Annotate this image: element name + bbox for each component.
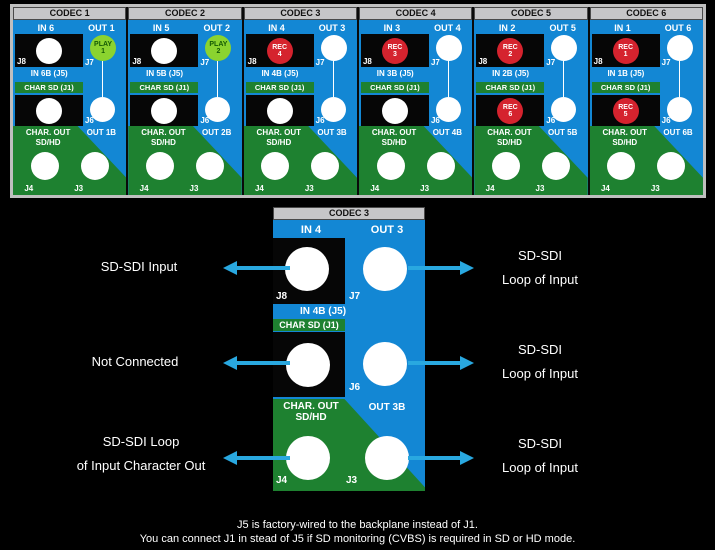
j6-label: J6 bbox=[661, 116, 671, 125]
rec-text: REC bbox=[618, 103, 634, 111]
char-out-section bbox=[244, 126, 357, 195]
j6-label: J6 bbox=[546, 116, 556, 125]
rec-number: 4 bbox=[277, 50, 282, 58]
play-indicator bbox=[205, 35, 231, 61]
j7-label: J7 bbox=[84, 58, 94, 67]
codec-6-body bbox=[590, 20, 703, 195]
jack-circle-j8 bbox=[151, 38, 177, 64]
j8-label: J8 bbox=[17, 57, 26, 66]
detail-body bbox=[273, 220, 425, 491]
char-sd-jack-block bbox=[361, 95, 429, 126]
out-b-label: OUT 3B bbox=[317, 128, 347, 137]
j7-label: J7 bbox=[200, 58, 210, 67]
char-out-line1: CHAR. OUT bbox=[487, 128, 532, 137]
detail-char-out-line1: CHAR. OUT bbox=[283, 401, 339, 412]
j7-label: J7 bbox=[661, 58, 671, 67]
codec-patch-panel bbox=[10, 4, 706, 198]
codec-2-column bbox=[128, 7, 241, 195]
j8-label: J8 bbox=[593, 57, 603, 66]
char-out-line1: CHAR. OUT bbox=[371, 128, 417, 137]
char-sd-label: CHAR SD (J1) bbox=[15, 82, 83, 93]
connector-line bbox=[563, 61, 564, 97]
j7-label: J7 bbox=[546, 58, 556, 67]
detail-out-label: OUT 3 bbox=[370, 224, 404, 236]
in-label: IN 3 bbox=[383, 23, 401, 33]
codec-4-column bbox=[359, 7, 472, 195]
annotation-line1: SD-SDI Loop bbox=[102, 434, 180, 449]
char-out-section bbox=[128, 126, 241, 195]
jack-circle-j7 bbox=[436, 35, 462, 61]
rec-text: REC bbox=[272, 43, 288, 51]
char-sd-label: CHAR SD (J1) bbox=[361, 82, 429, 93]
j3-label: J3 bbox=[650, 184, 660, 193]
annotation-not-connected: Not Connected bbox=[91, 354, 179, 369]
codec-6-title: CODEC 6 bbox=[590, 7, 703, 20]
out-label: OUT 4 bbox=[434, 23, 461, 33]
play-number: 2 bbox=[216, 48, 221, 55]
detail-jack-circle-char-sd bbox=[286, 343, 330, 387]
right-arrow-loop-3 bbox=[408, 456, 460, 460]
play-text: PLAY bbox=[94, 41, 113, 48]
codec-5-title: CODEC 5 bbox=[474, 7, 587, 20]
detail-jack-circle-out-b bbox=[363, 342, 407, 386]
jack-circle-j4 bbox=[31, 152, 59, 180]
in-b-label: IN 6B (J5) bbox=[30, 69, 68, 78]
jack-circle-out-b bbox=[90, 97, 115, 122]
char-out-label bbox=[474, 128, 544, 147]
j7-label: J7 bbox=[430, 58, 440, 67]
play-number: 1 bbox=[101, 48, 106, 55]
rec-indicator bbox=[613, 38, 639, 64]
jack-circle-j4 bbox=[146, 152, 174, 180]
detail-in-label: IN 4 bbox=[300, 224, 322, 236]
jack-circle-j3 bbox=[81, 152, 109, 180]
char-out-section bbox=[590, 126, 703, 195]
j4-label: J4 bbox=[600, 184, 610, 193]
rec-text: REC bbox=[387, 43, 403, 51]
char-out-label bbox=[359, 128, 429, 147]
codec-4-body bbox=[359, 20, 472, 195]
jack-circle-j8 bbox=[36, 38, 62, 64]
annotation-sd-sdi-loop-char-out bbox=[61, 430, 221, 478]
detail-char-out-label bbox=[273, 401, 349, 423]
rec-text: REC bbox=[618, 43, 634, 51]
char-out-line2: SD/HD bbox=[496, 137, 522, 147]
char-sd-jack-block bbox=[246, 95, 314, 126]
rec-number: 1 bbox=[623, 50, 628, 58]
rec-indicator bbox=[382, 38, 408, 64]
out-label: OUT 6 bbox=[664, 23, 692, 33]
char-out-label bbox=[13, 128, 83, 147]
footer-line2: You can connect J1 in stead of J5 if SD monitoring (CVBS) is required in SD or HD mode. bbox=[139, 533, 576, 545]
play-text: PLAY bbox=[209, 41, 228, 48]
in-label: IN 5 bbox=[152, 23, 170, 33]
detail-j6-label: J6 bbox=[349, 382, 361, 393]
j8-label: J8 bbox=[132, 57, 142, 66]
detail-jack-circle-j8 bbox=[285, 247, 329, 291]
char-out-line2: SD/HD bbox=[612, 137, 638, 147]
jack-circle-j3 bbox=[196, 152, 224, 180]
char-out-line2: SD/HD bbox=[35, 137, 61, 147]
detail-j3-label: J3 bbox=[346, 475, 358, 486]
out-label: OUT 5 bbox=[549, 23, 576, 33]
codec-5-body bbox=[474, 20, 587, 195]
out-b-label: OUT 2B bbox=[202, 128, 232, 137]
rec-number: 3 bbox=[393, 50, 397, 58]
char-out-line1: CHAR. OUT bbox=[141, 128, 186, 137]
codec-3-detail-panel bbox=[273, 207, 425, 491]
char-sd-jack-block bbox=[130, 95, 198, 126]
rec-number: 5 bbox=[623, 110, 628, 118]
j4-label: J4 bbox=[370, 184, 380, 193]
rec-indicator bbox=[497, 38, 523, 64]
j6-label: J6 bbox=[315, 116, 325, 125]
j3-label: J3 bbox=[535, 184, 545, 193]
play-indicator bbox=[90, 35, 116, 61]
jack-circle-j7 bbox=[321, 35, 347, 61]
jack-circle-out-b bbox=[436, 97, 461, 122]
in-b-label: IN 4B (J5) bbox=[261, 69, 299, 78]
detail-char-sd-label: CHAR SD (J1) bbox=[273, 319, 345, 331]
jack-circle-char-sd bbox=[267, 98, 293, 124]
right-arrow-loop-1 bbox=[408, 266, 460, 270]
j4-label: J4 bbox=[485, 184, 495, 193]
char-out-section bbox=[13, 126, 126, 195]
rec-indicator-char-sd bbox=[497, 98, 523, 124]
rec-text: REC bbox=[502, 103, 518, 111]
left-arrow-sd-sdi-input bbox=[237, 266, 290, 270]
j8-label: J8 bbox=[362, 57, 372, 66]
codec-3-title: CODEC 3 bbox=[244, 7, 357, 20]
char-out-line2: SD/HD bbox=[266, 137, 292, 147]
j3-label: J3 bbox=[304, 184, 314, 193]
left-arrow-sd-sdi-loop bbox=[237, 456, 290, 460]
in-b-label: IN 3B (J5) bbox=[376, 69, 414, 78]
input-jack-block bbox=[476, 34, 544, 67]
annotation-sd-sdi-input: SD-SDI Input bbox=[100, 259, 178, 274]
input-jack-block bbox=[246, 34, 314, 67]
footer-note bbox=[0, 518, 715, 546]
char-sd-label: CHAR SD (J1) bbox=[130, 82, 198, 93]
char-out-line1: CHAR. OUT bbox=[25, 128, 71, 137]
codec-2-body bbox=[128, 20, 241, 195]
annotation-line1: SD-SDI bbox=[517, 342, 563, 357]
out-b-label: OUT 5B bbox=[548, 128, 578, 137]
char-out-label bbox=[128, 128, 198, 147]
out-b-label: OUT 6B bbox=[663, 128, 693, 137]
j4-label: J4 bbox=[254, 184, 264, 193]
annotation-line2: Loop of Input bbox=[502, 366, 578, 381]
j3-label: J3 bbox=[74, 184, 84, 193]
out-label: OUT 1 bbox=[88, 23, 115, 33]
jack-circle-j4 bbox=[377, 152, 405, 180]
detail-j7-label: J7 bbox=[349, 291, 361, 302]
char-sd-label: CHAR SD (J1) bbox=[246, 82, 314, 93]
codec-panel-inner bbox=[13, 7, 703, 195]
jack-circle-out-b bbox=[321, 97, 346, 122]
jack-circle-j7 bbox=[667, 35, 693, 61]
codec-1-title: CODEC 1 bbox=[13, 7, 126, 20]
char-out-line1: CHAR. OUT bbox=[256, 128, 301, 137]
char-sd-jack-block bbox=[15, 95, 83, 126]
j7-label: J7 bbox=[315, 58, 325, 67]
char-out-section bbox=[474, 126, 587, 195]
j4-label: J4 bbox=[139, 184, 149, 193]
annotation-loop-of-input-3 bbox=[460, 432, 620, 480]
in-b-label: IN 2B (J5) bbox=[492, 69, 530, 78]
rec-number: 6 bbox=[508, 110, 513, 118]
detail-in-b-label: IN 4B (J5) bbox=[299, 306, 347, 317]
char-out-label bbox=[244, 128, 314, 147]
char-sd-label: CHAR SD (J1) bbox=[476, 82, 544, 93]
annotation-line2: of Input Character Out bbox=[76, 458, 206, 473]
connector-line bbox=[679, 61, 680, 97]
jack-circle-j3 bbox=[427, 152, 455, 180]
jack-circle-out-b bbox=[205, 97, 230, 122]
connector-line bbox=[333, 61, 334, 97]
in-label: IN 2 bbox=[498, 23, 516, 33]
out-b-label: OUT 4B bbox=[432, 128, 463, 137]
detail-j8-label: J8 bbox=[276, 291, 288, 302]
footer-line1: J5 is factory-wired to the backplane instead of J1. bbox=[237, 519, 478, 531]
char-out-label bbox=[590, 128, 660, 147]
j3-label: J3 bbox=[189, 184, 199, 193]
char-out-section bbox=[359, 126, 472, 195]
jack-circle-char-sd bbox=[382, 98, 408, 124]
char-sd-label: CHAR SD (J1) bbox=[592, 82, 660, 93]
jack-circle-char-sd bbox=[151, 98, 177, 124]
rec-text: REC bbox=[502, 43, 518, 51]
char-out-line2: SD/HD bbox=[381, 137, 407, 147]
annotation-loop-of-input-2 bbox=[460, 338, 620, 386]
in-label: IN 4 bbox=[268, 23, 285, 33]
right-arrow-loop-2 bbox=[408, 361, 460, 365]
left-arrow-not-connected bbox=[237, 361, 290, 365]
codec-1-body bbox=[13, 20, 126, 195]
codec-3-column bbox=[244, 7, 357, 195]
j3-label: J3 bbox=[420, 184, 430, 193]
codec-3-body bbox=[244, 20, 357, 195]
input-jack-block bbox=[130, 34, 198, 67]
j6-label: J6 bbox=[84, 116, 94, 125]
detail-jack-circle-j3 bbox=[365, 436, 409, 480]
annotation-loop-of-input-1 bbox=[460, 244, 620, 292]
annotation-line1: SD-SDI bbox=[517, 248, 563, 263]
char-sd-jack-block bbox=[592, 95, 660, 126]
detail-out-b-label: OUT 3B bbox=[368, 402, 406, 413]
codec-5-column bbox=[474, 7, 587, 195]
rec-indicator bbox=[267, 38, 293, 64]
input-jack-block bbox=[361, 34, 429, 67]
rec-number: 2 bbox=[508, 50, 513, 58]
input-jack-block bbox=[592, 34, 660, 67]
j8-label: J8 bbox=[478, 57, 488, 66]
codec-4-title: CODEC 4 bbox=[359, 7, 472, 20]
char-out-line1: CHAR. OUT bbox=[602, 128, 647, 137]
in-b-label: IN 1B (J5) bbox=[607, 69, 645, 78]
codec-6-column bbox=[590, 7, 703, 195]
detail-char-out-line2: SD/HD bbox=[295, 412, 327, 423]
out-label: OUT 2 bbox=[203, 23, 230, 33]
in-label: IN 6 bbox=[37, 23, 55, 33]
codec-2-title: CODEC 2 bbox=[128, 7, 241, 20]
rec-indicator-char-sd bbox=[613, 98, 639, 124]
in-label: IN 1 bbox=[614, 23, 631, 33]
in-b-label: IN 5B (J5) bbox=[146, 69, 184, 78]
j6-label: J6 bbox=[430, 116, 440, 125]
detail-jack-circle-j4 bbox=[286, 436, 330, 480]
jack-circle-j7 bbox=[551, 35, 577, 61]
out-label: OUT 3 bbox=[318, 23, 346, 33]
annotation-line2: Loop of Input bbox=[502, 460, 578, 475]
annotation-line1: SD-SDI bbox=[517, 436, 563, 451]
input-jack-block bbox=[15, 34, 83, 67]
jack-circle-out-b bbox=[667, 97, 692, 122]
detail-title: CODEC 3 bbox=[273, 207, 425, 220]
j6-label: J6 bbox=[200, 116, 210, 125]
annotation-line2: Loop of Input bbox=[502, 272, 578, 287]
char-out-line2: SD/HD bbox=[151, 137, 176, 147]
jack-circle-j3 bbox=[542, 152, 570, 180]
j8-label: J8 bbox=[247, 57, 257, 66]
connector-line bbox=[217, 61, 218, 97]
connector-line bbox=[102, 61, 103, 97]
connector-line bbox=[448, 61, 449, 97]
detail-j4-label: J4 bbox=[276, 475, 288, 486]
codec-1-column bbox=[13, 7, 126, 195]
jack-circle-out-b bbox=[551, 97, 576, 122]
detail-char-out-section bbox=[273, 399, 425, 491]
char-sd-jack-block bbox=[476, 95, 544, 126]
out-b-label: OUT 1B bbox=[86, 128, 117, 137]
detail-jack-circle-j7 bbox=[363, 247, 407, 291]
jack-circle-char-sd bbox=[36, 98, 62, 124]
j4-label: J4 bbox=[24, 184, 34, 193]
jack-circle-j4 bbox=[492, 152, 520, 180]
